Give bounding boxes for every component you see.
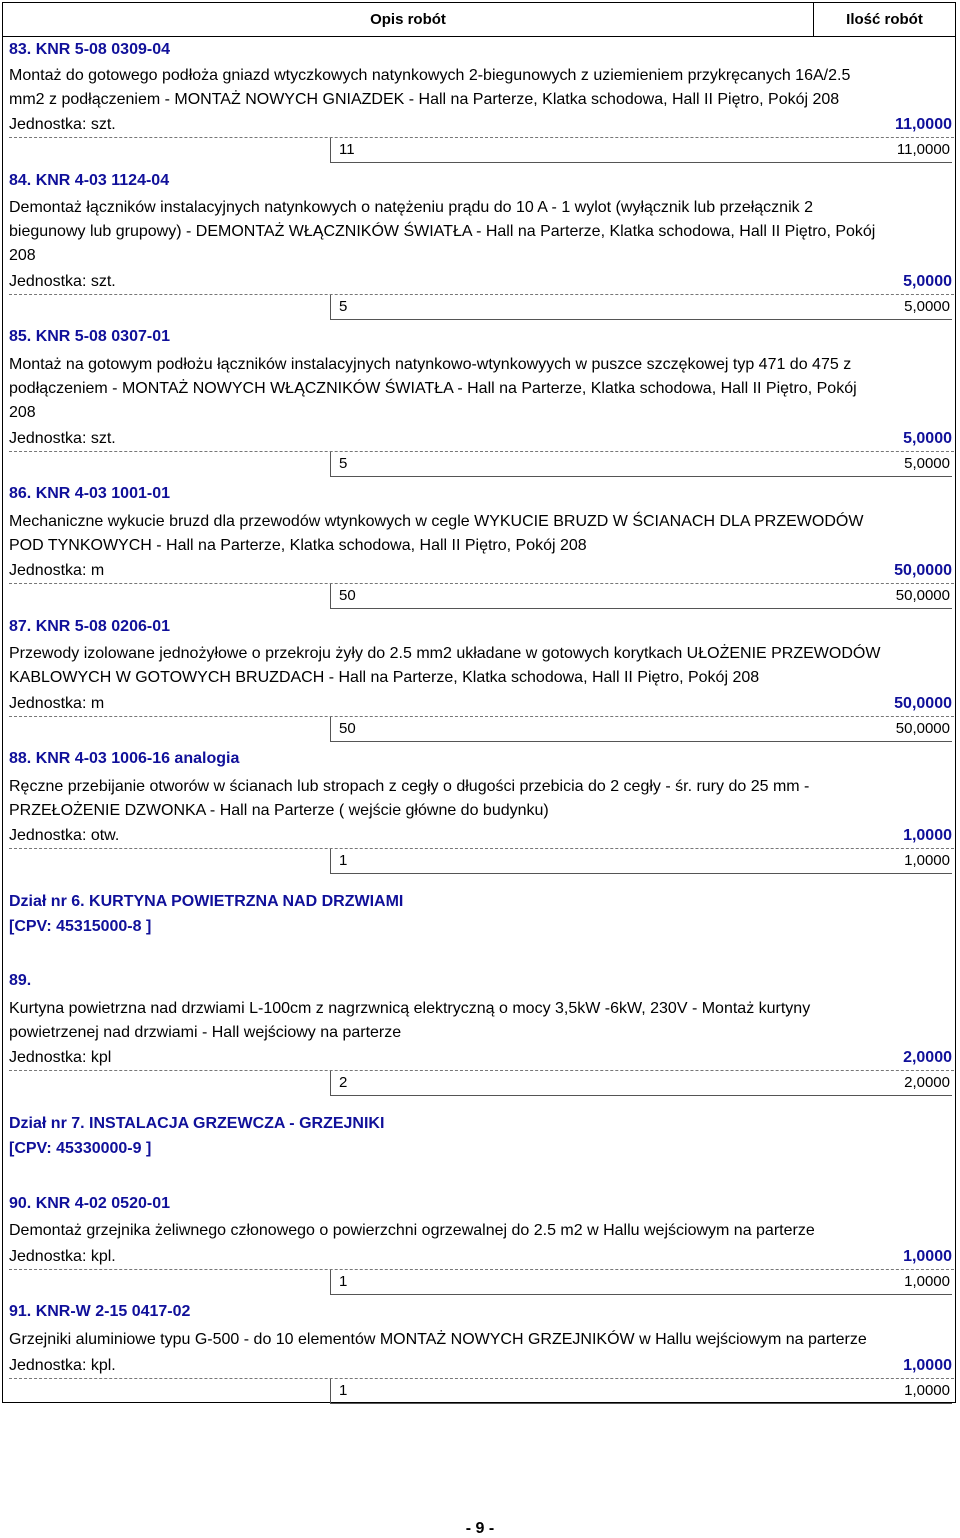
item-description-line: PRZEŁOŻENIE DZWONKA - Hall na Parterze ( wejście główne do budynku) <box>9 802 549 819</box>
item-unit: Jednostka: m <box>9 562 105 579</box>
item-unit: Jednostka: szt. <box>9 116 116 133</box>
item-description-line: podłączeniem - MONTAŻ NOWYCH WŁĄCZNIKÓW ŚWIATŁA - Hall na Parterze, Klatka schodowa, Hall II Piętro, Pokój <box>9 380 857 397</box>
item-unit: Jednostka: otw. <box>9 827 120 844</box>
calculation-row <box>330 138 952 163</box>
calculation-row <box>330 849 952 874</box>
item-quantity: 1,0000 <box>903 1357 952 1374</box>
calculation-expression: 50 <box>339 587 356 604</box>
item-quantity: 2,0000 <box>903 1049 952 1066</box>
item-description-line: Kurtyna powietrzna nad drzwiami L-100cm z nagrzwnicą elektryczną o mocy 3,5kW -6kW, 230V - Montaż kurtyny <box>9 1000 811 1017</box>
item-unit: Jednostka: szt. <box>9 430 116 447</box>
calculation-result: 1,0000 <box>904 1382 950 1399</box>
item-description-line: mm2 z podłączeniem - MONTAŻ NOWYCH GNIAZDEK - Hall na Parterze, Klatka schodowa, Hall II Piętro, Pokój 208 <box>9 91 840 108</box>
item-description-line: 208 <box>9 404 36 421</box>
item-quantity: 1,0000 <box>903 1248 952 1265</box>
item-unit: Jednostka: kpl. <box>9 1248 116 1265</box>
item-unit: Jednostka: kpl. <box>9 1357 116 1374</box>
item-description-line: KABLOWYCH W GOTOWYCH BRUZDACH - Hall na Parterze, Klatka schodowa, Hall II Piętro, Pokój 208 <box>9 669 760 686</box>
item-quantity: 1,0000 <box>903 827 952 844</box>
calculation-row <box>330 584 952 609</box>
calculation-result: 50,0000 <box>895 587 950 604</box>
calculation-expression: 11 <box>339 141 355 158</box>
section-heading: Dział nr 7. INSTALACJA GRZEWCZA - GRZEJNIKI <box>9 1115 385 1132</box>
item-quantity: 50,0000 <box>894 695 952 712</box>
item-description-line: Mechaniczne wykucie bruzd dla przewodów wtynkowych w cegle WYKUCIE BRUZD W ŚCIANACH DLA PRZEWODÓW <box>9 513 864 530</box>
item-title: 83. KNR 5-08 0309-04 <box>9 41 170 58</box>
item-quantity: 11,0000 <box>895 116 952 133</box>
item-quantity: 5,0000 <box>903 430 952 447</box>
item-description-line: powietrzenej nad drzwiami - Hall wejściowy na parterze <box>9 1024 402 1041</box>
calculation-result: 11,0000 <box>896 141 950 158</box>
calculation-expression: 5 <box>339 455 348 472</box>
item-title: 85. KNR 5-08 0307-01 <box>9 328 170 345</box>
section-heading: Dział nr 6. KURTYNA POWIETRZNA NAD DRZWIAMI <box>9 893 404 910</box>
calculation-row <box>330 1270 952 1295</box>
calculation-row <box>330 1071 952 1096</box>
calculation-expression: 5 <box>339 298 348 315</box>
item-description-line: 208 <box>9 247 36 264</box>
item-description-line: biegunowy lub grupowy) - DEMONTAŻ WŁĄCZNIKÓW ŚWIATŁA - Hall na Parterze, Klatka schodowa, Hall II Piętro, Pokój <box>9 223 876 240</box>
calculation-expression: 1 <box>339 1382 348 1399</box>
item-title: 90. KNR 4-02 0520-01 <box>9 1195 170 1212</box>
column-header-quantity: Ilość robót <box>814 3 955 37</box>
calculation-result: 5,0000 <box>904 298 950 315</box>
item-description-line: Montaż do gotowego podłoża gniazd wtyczkowych natynkowych 2-biegunowych z uziemieniem przykręcanych 16A/2.5 <box>9 67 851 84</box>
section-cpv-code: [CPV: 45315000-8 ] <box>9 918 152 935</box>
calculation-expression: 2 <box>339 1074 348 1091</box>
item-description-line: Demontaż grzejnika żeliwnego członowego o powierzchni ogrzewalnej do 2.5 m2 w Hallu wejściowym na parterze <box>9 1222 815 1239</box>
item-unit: Jednostka: szt. <box>9 273 116 290</box>
item-description-line: Przewody izolowane jednożyłowe o przekroju żyły do 2.5 mm2 układane w gotowych korytkach UŁOŻENIE PRZEWODÓW <box>9 645 881 662</box>
calculation-result: 5,0000 <box>904 455 950 472</box>
calculation-row <box>330 452 952 477</box>
calculation-result: 2,0000 <box>904 1074 950 1091</box>
item-description-line: Demontaż łączników instalacyjnych natynkowych o natężeniu prądu do 10 A - 1 wylot (wyłącznik lub przełącznik 2 <box>9 199 813 216</box>
item-title: 87. KNR 5-08 0206-01 <box>9 618 170 635</box>
item-quantity: 50,0000 <box>894 562 952 579</box>
item-title: 86. KNR 4-03 1001-01 <box>9 485 170 502</box>
item-title: 84. KNR 4-03 1124-04 <box>9 172 170 189</box>
item-description-line: Montaż na gotowym podłożu łączników instalacyjnych natynkowo-wtynkowyych w puszce szczękowej typ 471 do 475 z <box>9 356 852 373</box>
page-number: - 9 - <box>465 1520 495 1537</box>
item-unit: Jednostka: kpl <box>9 1049 112 1066</box>
calculation-expression: 1 <box>339 1273 348 1290</box>
column-header-description: Opis robót <box>3 3 814 37</box>
item-description-line: Grzejniki aluminiowe typu G-500 - do 10 elementów MONTAŻ NOWYCH GRZEJNIKÓW w Hallu wejściowym na parterze <box>9 1331 867 1348</box>
calculation-result: 1,0000 <box>904 1273 950 1290</box>
calculation-result: 1,0000 <box>904 852 950 869</box>
item-description-line: Ręczne przebijanie otworów w ścianach lub stropach z cegły o długości przebicia do 2 cegły - śr. rury do 25 mm - <box>9 778 810 795</box>
item-description-line: POD TYNKOWYCH - Hall na Parterze, Klatka schodowa, Hall II Piętro, Pokój 208 <box>9 537 587 554</box>
calculation-row <box>330 1379 952 1404</box>
calculation-expression: 1 <box>339 852 348 869</box>
calculation-expression: 50 <box>339 720 356 737</box>
item-quantity: 5,0000 <box>903 273 952 290</box>
section-cpv-code: [CPV: 45330000-9 ] <box>9 1140 152 1157</box>
calculation-row <box>330 717 952 742</box>
item-title: 88. KNR 4-03 1006-16 analogia <box>9 750 240 767</box>
calculation-result: 50,0000 <box>895 720 950 737</box>
calculation-row <box>330 295 952 320</box>
item-unit: Jednostka: m <box>9 695 105 712</box>
item-title: 89. <box>9 972 32 989</box>
item-title: 91. KNR-W 2-15 0417-02 <box>9 1303 191 1320</box>
